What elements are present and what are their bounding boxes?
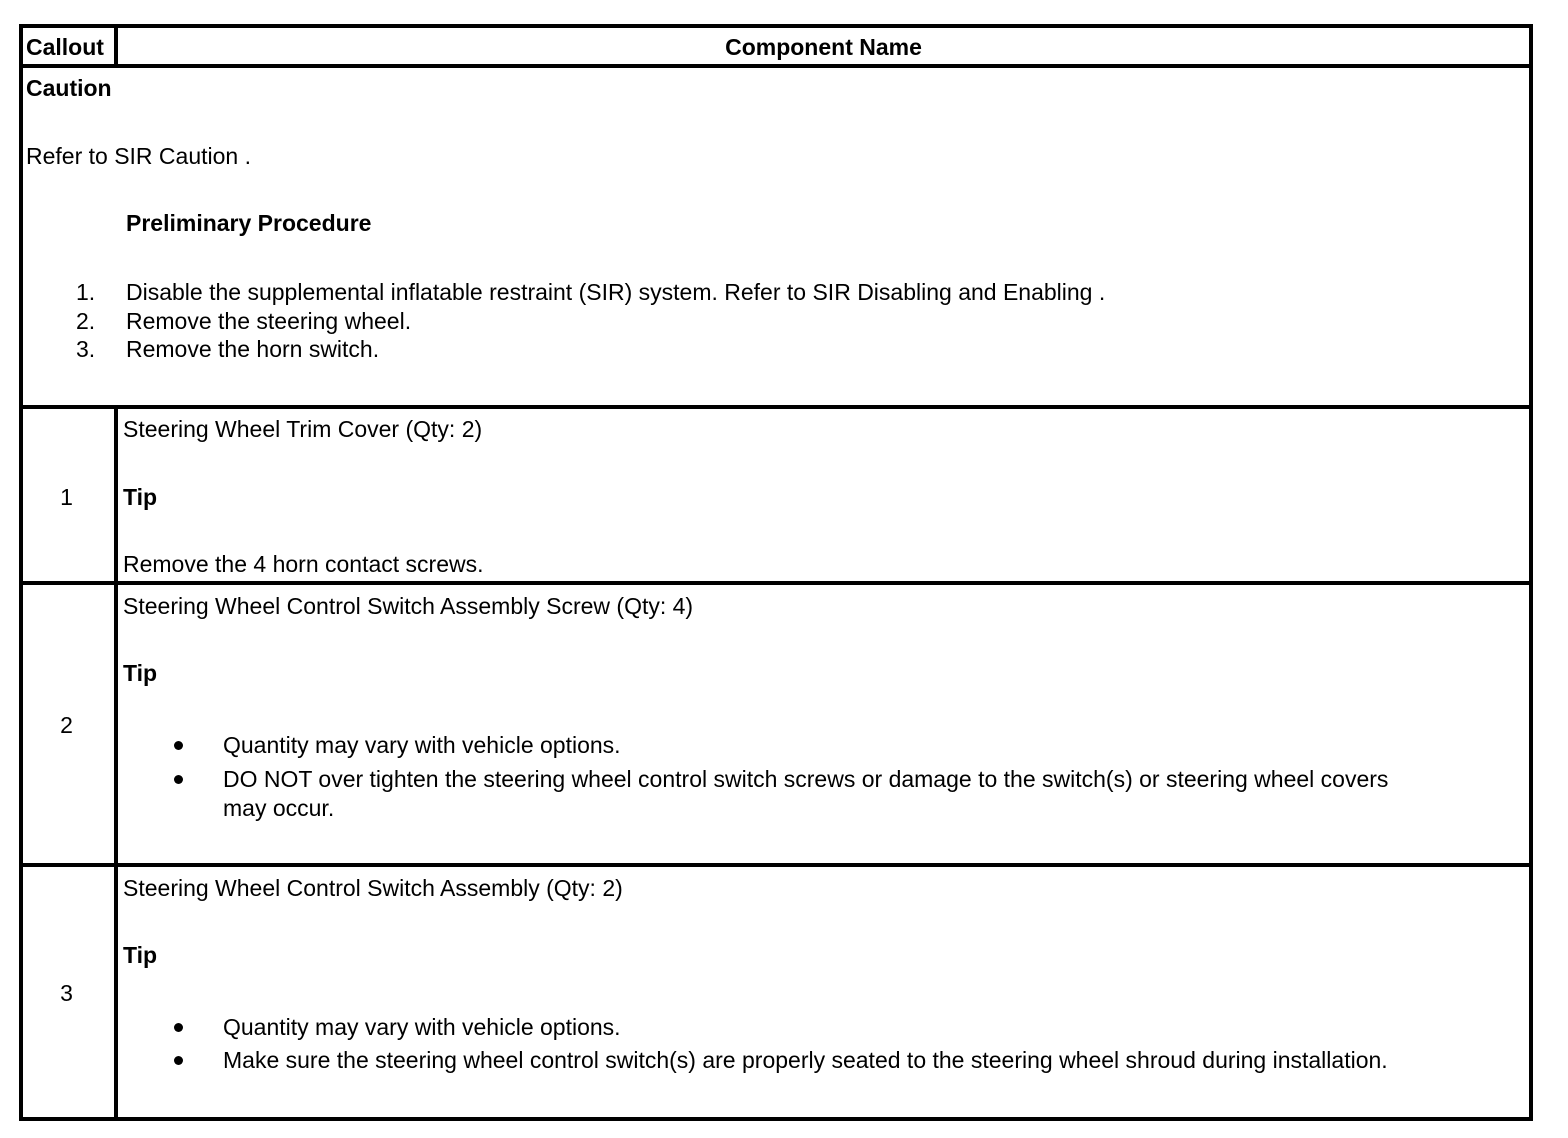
tip-title: Tip — [123, 942, 158, 968]
callout-header: Callout — [26, 34, 104, 60]
callout-number: 1 — [60, 484, 73, 510]
step-text: Disable the supplemental inflatable restraint (SIR) system. Refer to SIR Disabling and Enabling . — [126, 279, 1106, 305]
callout-number: 2 — [60, 712, 73, 738]
component-name: Steering Wheel Control Switch Assembly Screw (Qty: 4) — [123, 593, 694, 619]
caution-divider — [19, 405, 1533, 409]
rows-column-divider — [114, 405, 118, 1121]
tip-bullet: Quantity may vary with vehicle options. — [223, 732, 621, 758]
component-name: Steering Wheel Trim Cover (Qty: 2) — [123, 416, 483, 442]
component-name: Steering Wheel Control Switch Assembly (Qty: 2) — [123, 875, 623, 901]
row2-divider — [19, 863, 1533, 867]
tip-bullet: DO NOT over tighten the steering wheel control switch screws or damage to the switch(s) or steering wheel covers — [223, 766, 1389, 792]
step-text: Remove the steering wheel. — [126, 308, 412, 334]
step-number: 2. — [76, 308, 96, 334]
tip-bullet: Make sure the steering wheel control switch(s) are properly seated to the steering wheel shroud during installation. — [223, 1047, 1388, 1073]
step-number: 1. — [76, 279, 96, 305]
bullet-icon — [174, 775, 183, 784]
caution-text: Refer to SIR Caution . — [26, 143, 251, 169]
row1-divider — [19, 581, 1533, 585]
callout-number: 3 — [60, 980, 73, 1006]
caution-title: Caution — [26, 75, 112, 101]
step-number: 3. — [76, 336, 96, 362]
bullet-icon — [174, 741, 183, 750]
tip-bullet-continuation: may occur. — [223, 795, 335, 821]
tip-text: Remove the 4 horn contact screws. — [123, 551, 484, 577]
bullet-icon — [174, 1056, 183, 1065]
bullet-icon — [174, 1023, 183, 1032]
preliminary-title: Preliminary Procedure — [126, 210, 372, 236]
tip-title: Tip — [123, 660, 158, 686]
tip-title: Tip — [123, 484, 158, 510]
component-name-header: Component Name — [725, 34, 922, 60]
tip-bullet: Quantity may vary with vehicle options. — [223, 1014, 621, 1040]
header-divider — [19, 64, 1533, 68]
step-text: Remove the horn switch. — [126, 336, 380, 362]
